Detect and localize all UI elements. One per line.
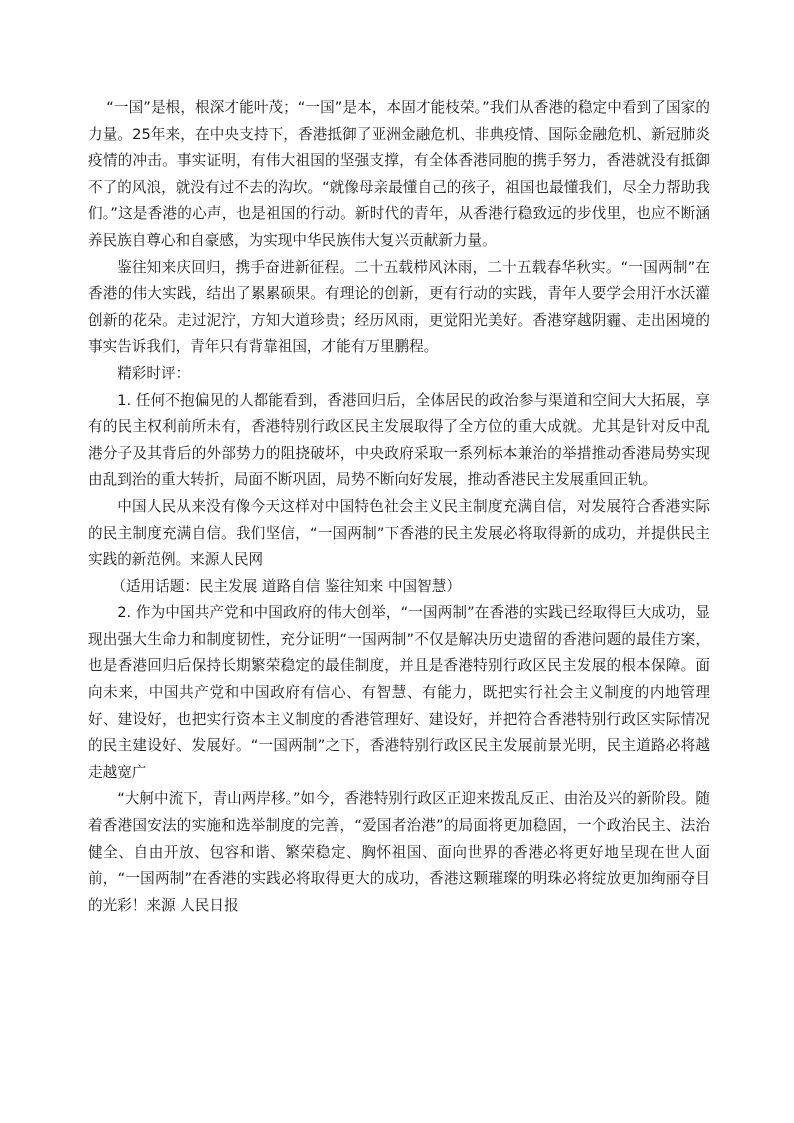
section-heading-commentary: 精彩时评： <box>117 364 191 382</box>
commentary-item-1: 1. 任何不抱偏见的人都能看到，香港回归后，全体居民的政治参与渠道和空间大大拓展，享有的民主权利前所未有，香港特别行政区民主发展取得了全方位的重大成就。尤其是针对反中乱港分子及其背后的外部势力的阻挠破坏，中央政府采取一系列标本兼治的举措推动香港局势实现由乱到治的重大转折，局面不断巩固，局势不断向好发展，推动香港民主发展重回正轨。 <box>88 391 710 489</box>
paragraph-new-journey: 鉴往知来庆回归，携手奋进新征程。二十五载栉风沐雨，二十五载春华秋实。“一国两制”在香港的伟大实践，结出了累累硕果。有理论的创新，更有行动的实践，青年人要学会用汗水沃灌创新的花朵。走过泥泞，方知大道珍贵；经历风雨，更觉阳光美好。香港穿越阴霾、走出困境的事实告诉我们，青年只有背靠祖国，才能有万里鹏程。 <box>88 258 710 356</box>
applicable-topics: （适用话题：民主发展 道路自信 鉴往知来 中国智慧） <box>111 577 461 595</box>
commentary-item-2: 2. 作为中国共产党和中国政府的伟大创举，“一国两制”在香港的实践已经取得巨大成功，显现出强大生命力和制度韧性，充分证明“一国两制”不仅是解决历史遗留的香港问题的最佳方案，也是香港回归后保持长期繁荣稳定的最佳制度，并且是香港特别行政区民主发展的根本保障。面向未来，中国共产党和中国政府有信心、有智慧、有能力，既把实行社会主义制度的内地管理好、建设好，也把实行资本主义制度的香港管理好、建设好，并把符合香港特别行政区实际情况的民主建设好、发展好。“一国两制”之下，香港特别行政区民主发展前景光明，民主道路必将越走越宽广 <box>88 604 710 781</box>
paragraph-democratic-confidence: 中国人民从来没有像今天这样对中国特色社会主义民主制度充满自信，对发展符合香港实际的民主制度充满自信。我们坚信，“一国两制”下香港的民主发展必将取得新的成功，并提供民主实践的新范例。来源人民网 <box>88 497 710 569</box>
paragraph-one-country-root: “一国”是根，根深才能叶茂；“一国”是本，本固才能枝荣。”我们从香港的稳定中看到了国家的力量。25年来，在中央支持下，香港抵御了亚洲金融危机、非典疫情、国际金融危机、新冠肺炎疫情的冲击。事实证明，有伟大祖国的坚强支撑，有全体香港同胞的携手努力，香港就没有抵御不了的风浪，就没有过不去的沟坎。“就像母亲最懂自己的孩子，祖国也最懂我们，尽全力帮助我们。”这是香港的心声，也是祖国的行动。新时代的青年，从香港行稳致远的步伐里，也应不断涵养民族自尊心和自豪感，为实现中华民族伟大复兴贡献新力量。 <box>88 99 710 249</box>
document-body <box>88 95 710 919</box>
paragraph-bright-future: “大舸中流下，青山两岸移。”如今，香港特别行政区正迎来拨乱反正、由治及兴的新阶段。随着香港国安法的实施和选举制度的完善，“爱国者治港”的局面将更加稳固，一个政治民主、法治健全、自由开放、包容和谐、繁荣稳定、胸怀祖国、面向世界的香港必将更好地呈现在世人面前，“一国两制”在香港的实践必将取得更大的成功，香港这颗璀璨的明珠必将绽放更加绚丽夺目的光彩！来源 人民日报 <box>88 790 710 914</box>
